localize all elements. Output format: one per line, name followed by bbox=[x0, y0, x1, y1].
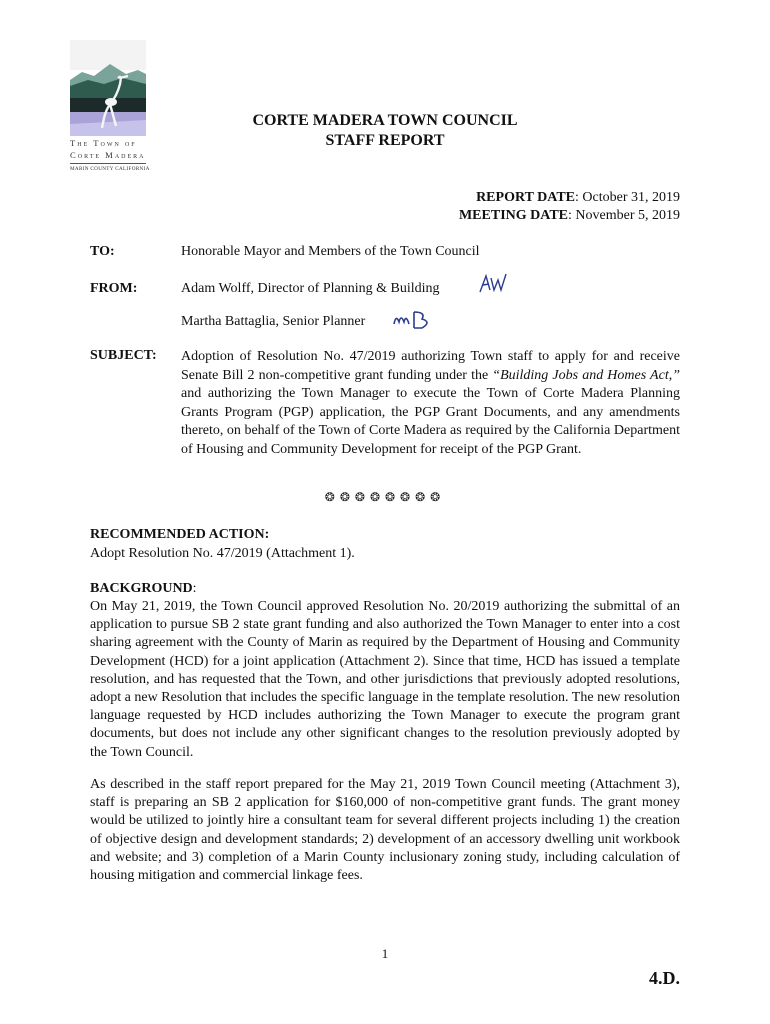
signature-mb-icon bbox=[392, 308, 436, 330]
background-heading-text: BACKGROUND bbox=[90, 581, 193, 596]
background-paragraph-1: On May 21, 2019, the Town Council approved Resolution No. 20/2019 authorizing the submittal of an application to pursue SB 2 state grant funding and also authorized the Town Manager to enter into a cost sharing agreement with the County of Marin as required by the Department of Housing and Community Development (HCD) for a joint application (Attachment 2). Since that time, HCD has issued a template resolution, and has requested that the Town, and other jurisdictions that previously adopted resolutions, adopt a new Resolution that includes the specific language in the template resolution. The new resolution language requested by HCD includes authorizing the Town Manager to execute the program grant documents, but does not include any other significant changes to the resolution previously adopted by the Town Council. bbox=[90, 599, 680, 760]
to-value: Honorable Mayor and Members of the Town Council bbox=[181, 244, 480, 259]
background-heading bbox=[90, 581, 197, 597]
subject-part-2: and authorizing the Town Manager to execute the Town of Corte Madera Planning Grants Program (PGP) application, the PGP Grant Documents, and any amendments thereto, on behalf of the Town of Corte Madera as required by the California Department of Housing and Community Development for receipt of the PGP Grant. bbox=[181, 386, 680, 457]
meeting-date-label: MEETING DATE bbox=[458, 208, 569, 223]
report-date-value: : October 31, 2019 bbox=[575, 190, 680, 205]
to-label: TO: bbox=[90, 244, 115, 259]
report-date bbox=[476, 190, 680, 206]
logo-line-2: Corte Madera bbox=[70, 150, 146, 160]
meeting-date-value: : November 5, 2019 bbox=[568, 208, 680, 223]
from-value-2: Martha Battaglia, Senior Planner bbox=[181, 314, 366, 329]
from-value-1: Adam Wolff, Director of Planning & Building bbox=[181, 281, 440, 296]
agenda-item-number: 4.D. bbox=[649, 968, 680, 988]
recommended-text: Adopt Resolution No. 47/2019 (Attachment 1). bbox=[90, 546, 355, 561]
report-title: CORTE MADERA TOWN COUNCIL bbox=[252, 112, 518, 129]
page-number: 1 bbox=[381, 946, 389, 961]
subject-label: SUBJECT: bbox=[90, 348, 157, 363]
logo-line-3: MARIN COUNTY CALIFORNIA bbox=[70, 166, 150, 172]
subject-part-1: Adoption of Resolution No. 47/2019 authorizing Town staff to apply for and receive Senate Bill 2 non-competitive grant funding under the bbox=[181, 349, 680, 383]
report-date-label: REPORT DATE bbox=[476, 190, 576, 205]
background-paragraph-2: As described in the staff report prepared for the May 21, 2019 Town Council meeting (Attachment 3), staff is preparing an SB 2 application for $160,000 of non-competitive grant funds. The grant money would be utilized to jointly hire a consultant team for several different projects including 1) the creation of objective design and development standards; 2) development of an accessory dwelling unit workbook and website; and 3) completion of a Marin County inclusionary zoning study, including calculation of housing mitigation and commercial linkage fees. bbox=[90, 777, 680, 884]
subject-italic: “Building Jobs and Homes Act,” bbox=[492, 367, 680, 383]
logo-line-1: The Town of bbox=[70, 138, 137, 148]
recommended-heading: RECOMMENDED ACTION: bbox=[90, 527, 270, 542]
meeting-date bbox=[459, 208, 680, 224]
from-label: FROM: bbox=[90, 281, 138, 296]
section-divider: ❂❂❂❂❂❂❂❂ bbox=[324, 490, 446, 504]
town-logo bbox=[70, 40, 148, 172]
signature-aw-icon bbox=[478, 272, 508, 296]
subject-text bbox=[181, 348, 680, 460]
background-heading-colon: : bbox=[192, 581, 197, 596]
logo-divider bbox=[70, 163, 146, 164]
report-subtitle: STAFF REPORT bbox=[325, 132, 445, 149]
